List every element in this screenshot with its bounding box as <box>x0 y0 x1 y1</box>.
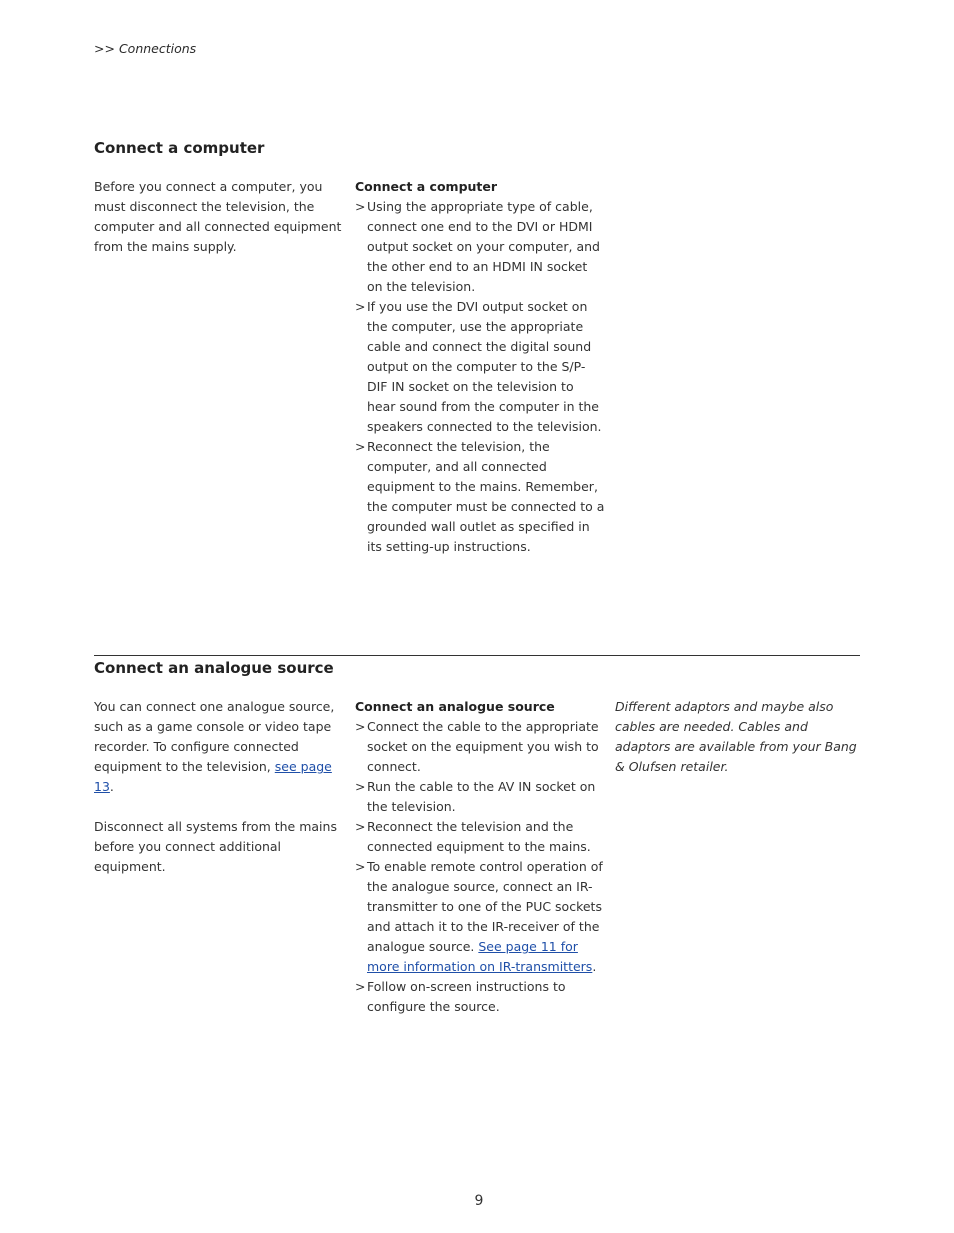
adaptor-note: Different adaptors and maybe also cables are needed. Cables and adaptors are available from your Bang & Olufsen retailer. <box>615 699 857 774</box>
analogue-intro-end: . <box>109 779 114 794</box>
list-item: > Follow on-screen instructions to configure the source. <box>355 977 605 1017</box>
breadcrumb-label: Connections <box>118 41 197 56</box>
see-page-13-link[interactable]: see page 13 <box>94 759 332 794</box>
list-item: > Using the appropriate type of cable, connect one end to the DVI or HDMI output socket on your computer, and the other end to an HDMI IN socket on the television. <box>355 197 605 297</box>
list-item: > Run the cable to the AV IN socket on the television. <box>355 777 605 817</box>
list-item <box>355 857 605 977</box>
breadcrumb-arrows: >> <box>94 41 115 56</box>
see-page-11-link[interactable]: See page 11 for more information on IR-transmitters <box>367 939 593 974</box>
section-divider <box>94 655 860 656</box>
analogue-steps-list <box>355 717 605 1017</box>
analogue-steps-heading: Connect an analogue source <box>355 699 555 714</box>
step4-text: To enable remote control operation of the analogue source, connect an IR-transmitter to one of the PUC sockets and attach it to the IR-receiver of the analogue source. <box>367 859 603 954</box>
computer-intro-column <box>94 177 342 257</box>
computer-intro-text: Before you connect a computer, you must disconnect the television, the computer and all connected equipment from the mains supply. <box>94 179 342 254</box>
computer-steps-column <box>355 177 605 557</box>
computer-steps-heading: Connect a computer <box>355 179 498 194</box>
breadcrumb <box>94 41 196 56</box>
section-title-analogue: Connect an analogue source <box>94 659 334 677</box>
analogue-intro-text <box>94 697 346 797</box>
step4-end: . <box>592 959 597 974</box>
list-item: > Connect the cable to the appropriate socket on the equipment you wish to connect. <box>355 717 605 777</box>
list-item: > If you use the DVI output socket on the computer, use the appropriate cable and connect the digital sound output on the computer to the S/P-DIF IN socket on the television to hear sound from the computer in the speakers connected to the television. <box>355 297 605 437</box>
list-item: > Reconnect the television, the computer, and all connected equipment to the mains. Remember, the computer must be connected to a grounded wall outlet as specified in its setting-up instructions. <box>355 437 605 557</box>
list-item: > Reconnect the television and the connected equipment to the mains. <box>355 817 605 857</box>
analogue-intro-body: You can connect one analogue source, such as a game console or video tape recorder. To configure connected equipment to the television, <box>94 699 335 774</box>
analogue-intro-disconnect: Disconnect all systems from the mains before you connect additional equipment. <box>94 819 337 874</box>
analogue-note-column <box>615 697 860 777</box>
computer-steps-list <box>355 197 605 557</box>
page-number: 9 <box>474 1193 484 1209</box>
analogue-intro-column <box>94 697 346 877</box>
section-title-computer: Connect a computer <box>94 139 265 157</box>
analogue-steps-column <box>355 697 605 1017</box>
